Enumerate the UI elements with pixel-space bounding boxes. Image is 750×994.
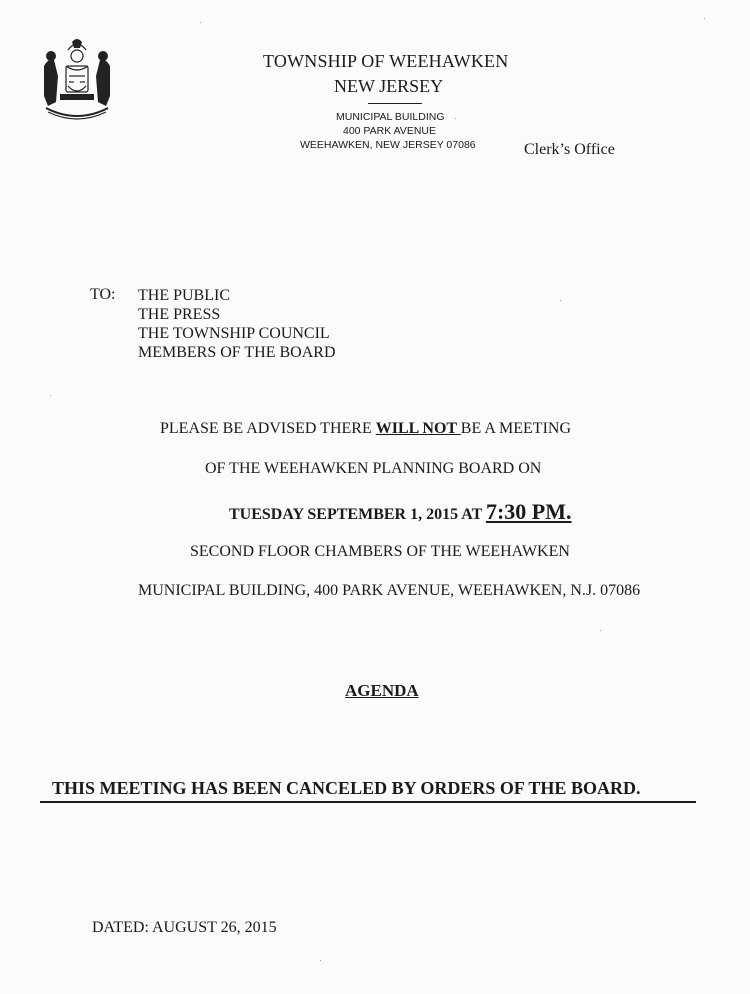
clerks-office-label: Clerk’s Office (524, 141, 615, 158)
cancellation-notice: THIS MEETING HAS BEEN CANCELED BY ORDERS OF THE BOARD. (52, 778, 641, 798)
notice-line-1-pre: PLEASE BE ADVISED THERE (160, 420, 376, 437)
scan-speck (600, 630, 601, 631)
cancellation-underline (40, 801, 696, 803)
scan-speck (200, 22, 201, 23)
new-jersey-state-seal-icon (38, 36, 116, 122)
recipient-item: MEMBERS OF THE BOARD (138, 344, 336, 361)
notice-line-2: OF THE WEEHAWKEN PLANNING BOARD ON (205, 460, 542, 477)
header-divider (368, 103, 422, 104)
scan-speck (320, 960, 321, 961)
meeting-time: 7:30 PM. (485, 499, 572, 524)
notice-will-not-emphasis: WILL NOT (375, 420, 461, 437)
address-line-city: WEEHAWKEN, NEW JERSEY 07086 (300, 139, 476, 151)
notice-line-1-post: BE A MEETING (460, 420, 572, 437)
scan-speck (704, 18, 705, 19)
recipients-label: TO: (90, 286, 116, 303)
address-line-building: MUNICIPAL BUILDING (336, 111, 445, 123)
scan-speck (455, 118, 456, 119)
notice-date-line (229, 499, 571, 525)
notice-line-5: MUNICIPAL BUILDING, 400 PARK AVENUE, WEEHAWKEN, N.J. 07086 (138, 582, 641, 599)
recipient-item: THE TOWNSHIP COUNCIL (138, 325, 330, 342)
meeting-date: TUESDAY SEPTEMBER 1, 2015 AT (229, 506, 486, 523)
scan-speck (50, 395, 51, 396)
header-title-township: TOWNSHIP OF WEEHAWKEN (263, 51, 509, 71)
address-line-street: 400 PARK AVENUE (343, 125, 436, 137)
agenda-heading: AGENDA (345, 681, 419, 700)
dated-line: DATED: AUGUST 26, 2015 (92, 919, 277, 936)
recipient-item: THE PUBLIC (138, 287, 230, 304)
notice-line-1 (160, 420, 571, 438)
header-title-state: NEW JERSEY (334, 76, 444, 96)
recipient-item: THE PRESS (138, 306, 221, 323)
notice-line-4: SECOND FLOOR CHAMBERS OF THE WEEHAWKEN (190, 543, 570, 560)
recipients-list (138, 286, 336, 362)
scan-speck (560, 300, 561, 301)
